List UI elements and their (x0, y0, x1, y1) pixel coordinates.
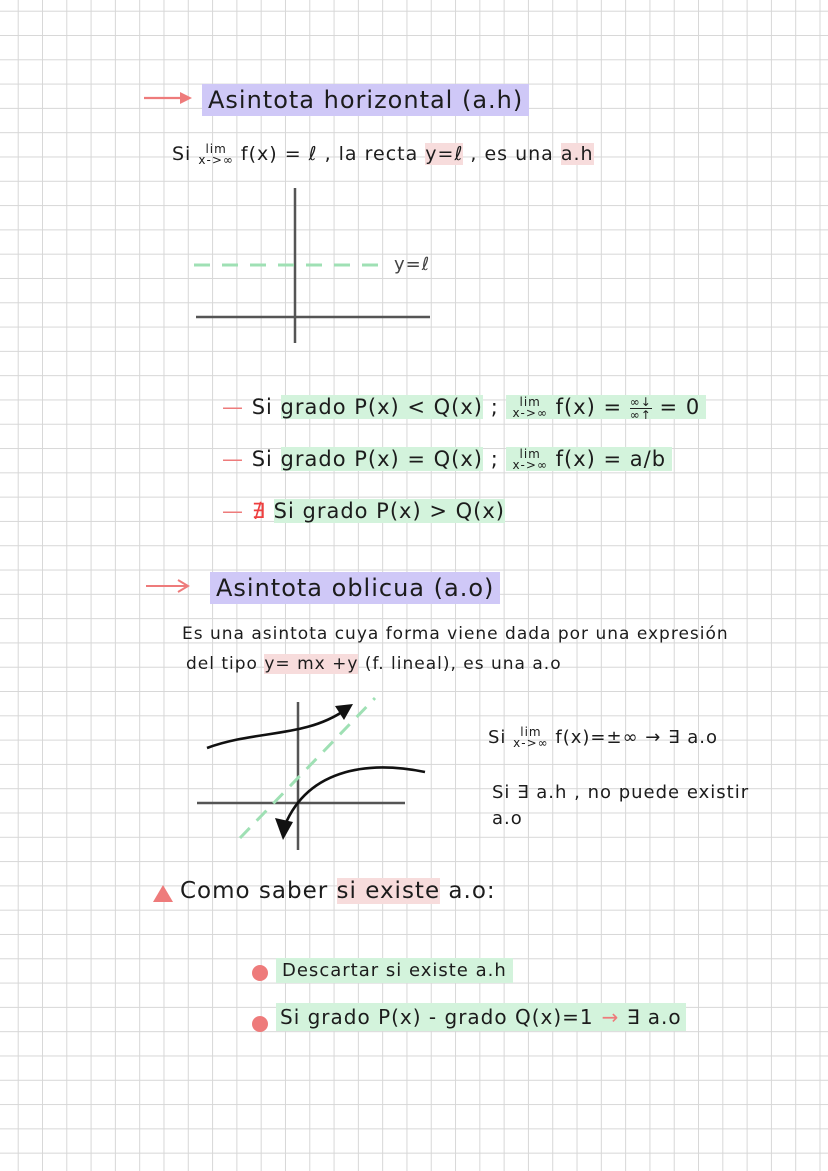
ao-note-1: Si lim x->∞ f(x)=±∞ → ∃ a.o (488, 725, 718, 750)
rule-1-sep: ; (490, 395, 499, 419)
section-title-ao: Asintota oblicua (a.o) (210, 572, 500, 604)
def-recta: , la recta (324, 143, 419, 165)
graph-label-y-l: y=ℓ (394, 254, 431, 275)
rule-3: — ∄ Si grado P(x) > Q(x) (222, 499, 505, 523)
ao-note-2: Si ∃ a.h , no puede existir (492, 782, 750, 803)
rule-1: — Si grado P(x) < Q(x) ; lim x->∞ f(x) = $\frac{\infty↓}{\infty↑}$ = 0 (222, 390, 706, 424)
ao-definition-line-2: del tipo y= mx +y (f. lineal), es una a.o (186, 654, 562, 674)
rule-3-not-exists: ∄ (251, 499, 266, 523)
ah-definition (172, 136, 594, 172)
rule-2: — Si grado P(x) = Q(x) ; lim x->∞ f(x) = a/b (222, 442, 672, 476)
rule-1-grado: grado P(x) < Q(x) (280, 395, 483, 419)
def-ah: a.h (560, 143, 594, 165)
rule-2-result: lim x->∞ f(x) = a/b (506, 447, 672, 471)
section-arrow-icon (146, 578, 196, 594)
rule-3-text: Si grado P(x) > Q(x) (273, 499, 505, 523)
como-title: Como saber si existe a.o: (180, 878, 496, 904)
bullet-dot-icon (252, 965, 268, 981)
ao-definition-line-1: Es una asintota cuya forma viene dada por una expresión (182, 624, 729, 644)
ao-graph (195, 690, 435, 860)
def-limit: lim x->∞ (198, 141, 234, 167)
rule-2-si: Si (251, 447, 273, 471)
bullet-2: Si grado P(x) - grado Q(x)=1 → ∃ a.o (276, 1005, 686, 1029)
rule-1-si: Si (251, 395, 273, 419)
warning-triangle-icon (153, 885, 173, 902)
def-si: Si (172, 143, 192, 165)
section-arrow-icon (144, 90, 194, 106)
def-es: , es una (470, 143, 554, 165)
rule-2-grado: grado P(x) = Q(x) (280, 447, 483, 471)
ao-note-2b: a.o (492, 808, 523, 829)
def-f: f(x) = ℓ (240, 143, 318, 165)
section-title-ah: Asintota horizontal (a.h) (202, 84, 529, 116)
bullet-dot-icon (252, 1016, 268, 1032)
rule-2-sep: ; (490, 447, 499, 471)
def-y: y=ℓ (425, 143, 464, 165)
bullet-1: Descartar si existe a.h (276, 958, 513, 983)
rule-1-result: lim x->∞ f(x) = $\frac{\infty↓}{\infty↑}$ = 0 (506, 395, 706, 419)
